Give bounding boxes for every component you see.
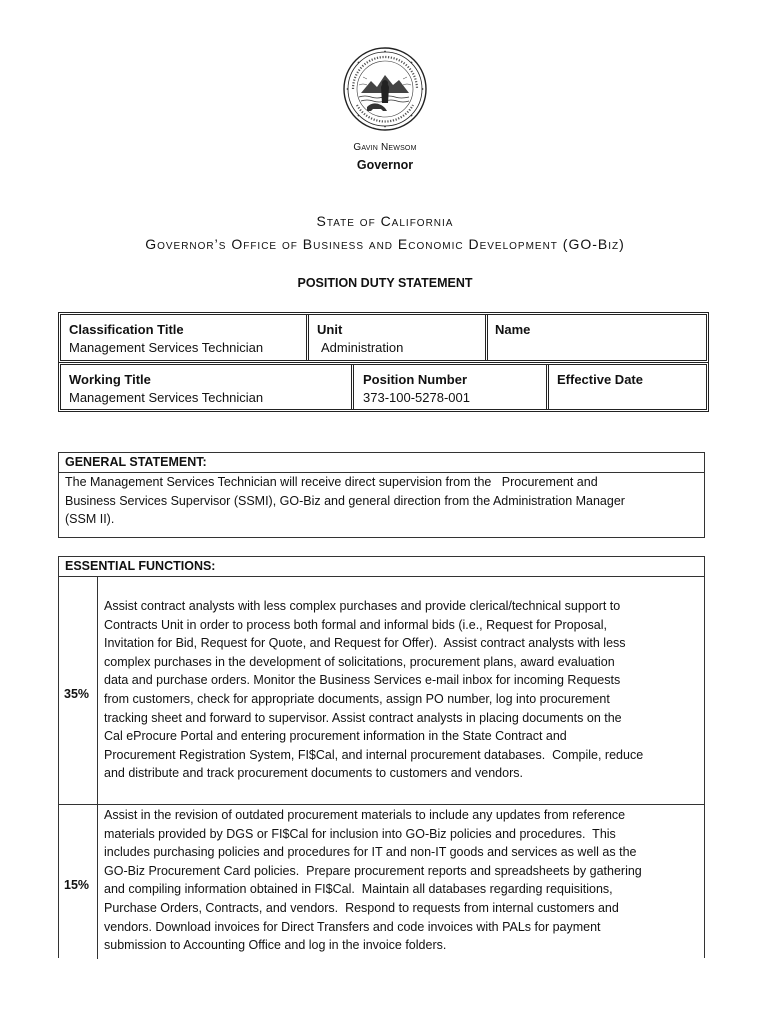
unit-label: Unit [317, 322, 343, 337]
function-line: Assist contract analysts with less complex purchases and provide clerical/technical support to [104, 599, 621, 613]
unit-value: Administration [321, 340, 404, 355]
position-info-row-1 [58, 312, 709, 363]
name-label: Name [495, 322, 531, 337]
position-number-label: Position Number [363, 372, 468, 387]
function-line: Invitation for Bid, Request for Quote, and Request for Offer). Assist contract analysts with less [104, 636, 626, 651]
effective-date-cell [557, 372, 697, 390]
function-line: Assist in the revision of outdated procurement materials to include any updates from reference [104, 808, 626, 822]
function-line: Purchase Orders, Contracts, and vendors. Respond to requests from internal customers and [104, 900, 619, 915]
classification-title-value: Management Services Technician [69, 340, 264, 355]
function-description [104, 597, 704, 783]
working-title-value: Management Services Technician [69, 390, 264, 405]
function-line: complex purchases in the development of solicitations, procurement plans, award evaluation [104, 654, 615, 669]
general-statement-heading: GENERAL STATEMENT: [65, 455, 207, 469]
office-heading: Governor’s Office of Business and Economic Development (GO-Biz) [145, 236, 625, 252]
general-statement-line: The Management Services Technician will receive direct supervision from the Procurement and [65, 475, 598, 489]
function-line: vendors. Download invoices for Direct Transfers and code invoices with PALs for payment [104, 919, 601, 934]
governor-title: Governor [356, 158, 414, 172]
governor-name: Gavin Newsom [353, 142, 417, 153]
function-line: tracking sheet and forward to supervisor. Assist contract analysts in placing documents on the [104, 710, 622, 725]
document-title: POSITION DUTY STATEMENT [297, 276, 473, 290]
function-line: and compiling information obtained in FI$Cal. Maintain all databases regarding requisitions, [104, 882, 613, 897]
state-heading: State of California [316, 213, 454, 229]
function-line: from customers, check for appropriate documents, assign PO number, log into procurement [104, 691, 610, 706]
function-line: Procurement Registration System, FI$Cal, and internal procurement databases. Compile, reduce [104, 747, 644, 762]
function-line: GO-Biz Procurement Card policies. Prepare procurement reports and spreadsheets by gathering [104, 863, 642, 878]
name-cell [495, 322, 695, 340]
general-statement-line: Business Services Supervisor (SSMI), GO-Biz and general direction from the Administration Manager [65, 493, 625, 508]
general-statement-text [65, 473, 705, 529]
general-statement-table [58, 452, 705, 538]
working-title-label: Working Title [69, 372, 151, 387]
classification-title-label: Classification Title [69, 322, 184, 337]
position-number-cell [363, 372, 543, 405]
general-statement-line: (SSM II). [65, 512, 115, 527]
function-line: submission to Accounting Office and log in the invoice folders. [104, 938, 447, 953]
essential-functions-table [58, 556, 705, 958]
position-info-row-2 [58, 362, 709, 412]
effective-date-label: Effective Date [557, 372, 643, 387]
function-percent: 35% [64, 687, 90, 701]
california-state-seal [343, 47, 427, 131]
function-percent: 15% [64, 878, 90, 892]
position-number-value: 373-100-5278-001 [363, 390, 470, 405]
function-description [104, 806, 704, 955]
function-line: Contracts Unit in order to process both formal and informal bids (i.e., Request for Proposal, [104, 617, 608, 632]
classification-title-cell [69, 322, 304, 355]
function-line: includes purchasing policies and procedures for IT and non-IT goods and services as well as the [104, 845, 637, 860]
function-line: Cal eProcure Portal and entering procurement information in the State Contract and [104, 729, 567, 744]
function-line: data and purchase orders. Monitor the Business Services e-mail inbox for incoming Requests [104, 673, 621, 688]
function-line: materials provided by DGS or FI$Cal for inclusion into GO-Biz policies and procedures. This [104, 826, 616, 841]
working-title-cell [69, 372, 349, 405]
essential-functions-heading: ESSENTIAL FUNCTIONS: [65, 559, 216, 573]
function-line: and distribute and track procurement documents to customers and vendors. [104, 766, 523, 781]
unit-cell [317, 322, 487, 355]
